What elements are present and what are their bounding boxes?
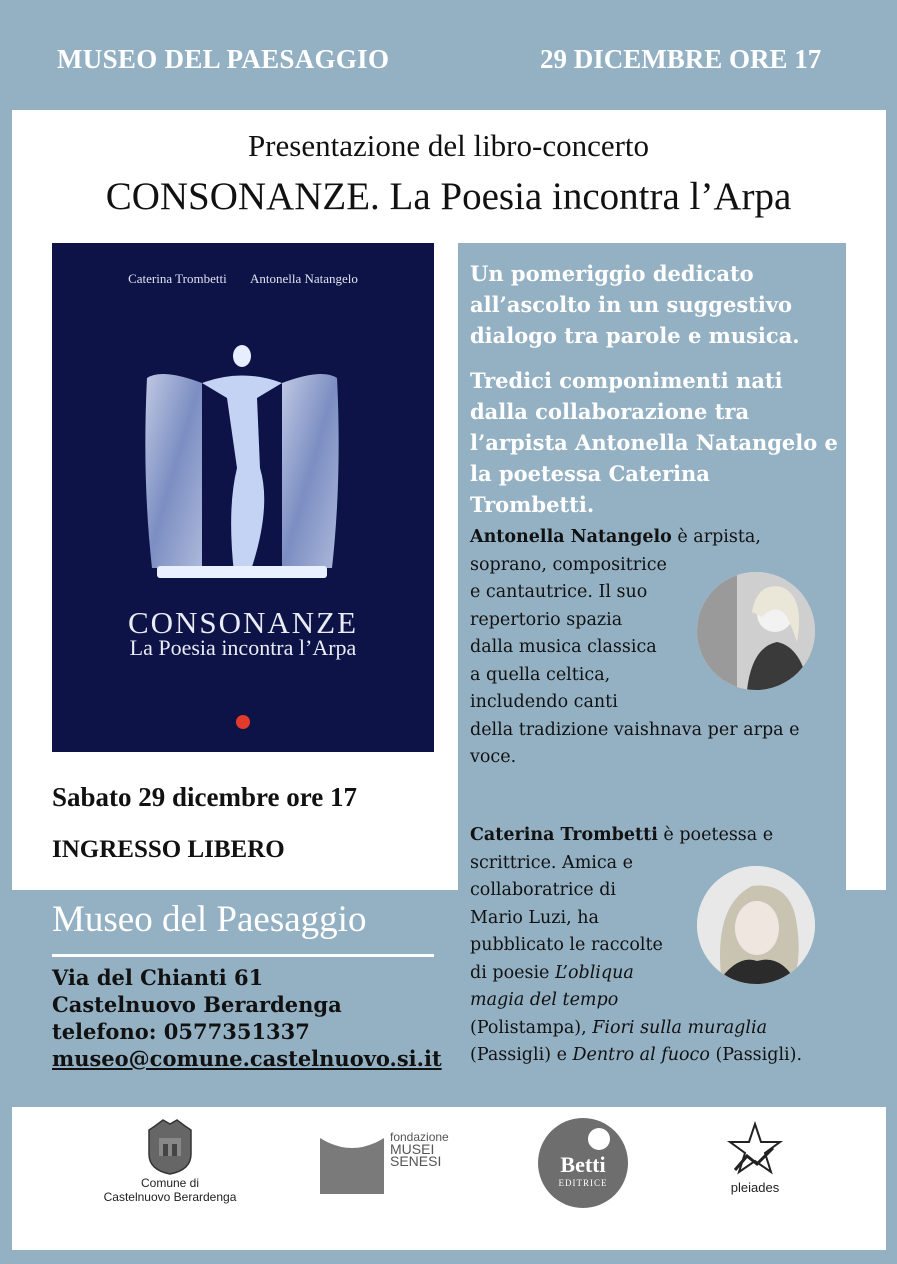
- comune-label-2: Castelnuovo Berardenga: [103, 1190, 237, 1204]
- cover-title: CONSONANZE: [127, 605, 359, 640]
- bio-text: di poesie: [470, 962, 555, 983]
- book-cover: [52, 243, 434, 752]
- bio-text: voce.: [470, 747, 517, 767]
- bio-name: Antonella Natangelo: [470, 527, 672, 547]
- bio-text: a quella celtica,: [470, 664, 611, 685]
- bio-text: collaboratrice di: [470, 880, 617, 900]
- bio-text: Mario Luzi, ha: [470, 907, 599, 928]
- museum-city: Castelnuovo Berardenga: [52, 992, 342, 1017]
- header-date: 29 DICEMBRE ORE 17: [540, 44, 822, 74]
- trombetti-photo: [697, 866, 815, 984]
- bio-text: della tradizione vaishnava per arpa e: [470, 719, 800, 740]
- betti-logo: [538, 1118, 628, 1208]
- divider: [52, 954, 434, 957]
- header-venue: MUSEO DEL PAESAGGIO: [57, 44, 390, 74]
- musei-label: MUSEI: [390, 1141, 435, 1157]
- bio-text: repertorio spazia: [470, 609, 623, 630]
- bio-text: (Passigli).: [709, 1045, 803, 1065]
- betti-editrice-label: EDITRICE: [558, 1178, 608, 1188]
- event-date: Sabato 29 dicembre ore 17: [52, 782, 357, 812]
- event-title: CONSONANZE. La Poesia incontra l’Arpa: [105, 175, 792, 218]
- museum-phone: telefono: 0577351337: [52, 1019, 310, 1044]
- star-figure-icon: [725, 1120, 785, 1180]
- senesi-label: SENESI: [390, 1153, 442, 1169]
- bio-text: è poetessa e: [657, 825, 774, 845]
- museum-email-link[interactable]: museo@comune.castelnuovo.si.it: [52, 1046, 442, 1071]
- bio-text: è arpista,: [671, 527, 761, 547]
- pleiades-logo: [715, 1120, 795, 1195]
- comune-label-1: Comune di: [140, 1176, 200, 1190]
- fondazione-text: [390, 1131, 449, 1167]
- museum-name: Museo del Paesaggio: [52, 899, 367, 940]
- bio-text: pubblicato le raccolte: [470, 935, 663, 955]
- bio-text: e cantautrice. Il suo: [470, 582, 648, 602]
- bio-text: (Passigli) e: [470, 1045, 573, 1065]
- event-subtitle: Presentazione del libro-concerto: [247, 128, 650, 163]
- bio-name: Caterina Trombetti: [470, 825, 658, 845]
- event-intro: [470, 258, 840, 534]
- book-title: Dentro al fuoco: [572, 1045, 710, 1065]
- book-title: magia del tempo: [470, 990, 619, 1010]
- event-entry: INGRESSO LIBERO: [52, 836, 285, 863]
- cover-authors: [52, 271, 434, 287]
- pleiades-label: pleiades: [730, 1180, 780, 1195]
- comune-logo: [95, 1118, 245, 1204]
- cover-author-1: Caterina Trombetti: [128, 271, 227, 286]
- book-title: Fiori sulla muraglia: [592, 1017, 768, 1038]
- cover-subtitle: La Poesia incontra l’Arpa: [129, 635, 357, 660]
- betti-label: Betti: [560, 1152, 606, 1177]
- bio-text: (Polistampa),: [470, 1017, 593, 1038]
- cover-author-2: Antonella Natangelo: [249, 271, 358, 286]
- museum-address: Via del Chianti 61: [52, 965, 264, 990]
- book-title: L’obliqua: [554, 962, 634, 983]
- betti-dot-icon: [588, 1128, 610, 1150]
- publisher-logo-icon: [236, 715, 250, 729]
- fondazione-label: fondazione: [390, 1130, 449, 1144]
- statue-image: [142, 338, 342, 588]
- natangelo-photo: [697, 572, 815, 690]
- bio-text: scrittrice. Amica e: [470, 852, 634, 873]
- fondazione-logo: [320, 1130, 384, 1198]
- museum-contacts: [52, 964, 442, 1072]
- intro-paragraph-1: Un pomeriggio dedicato all’ascolto in un suggestivo dialogo tra parole e musica.: [470, 261, 800, 348]
- intro-paragraph-2: Tredici componimenti nati dalla collaborazione tra l’arpista Antonella Natangelo e la poetessa Caterina Trombetti.: [470, 368, 838, 517]
- fondazione-icon: [320, 1130, 384, 1194]
- coat-of-arms-icon: [145, 1118, 195, 1176]
- bio-text: dalla musica classica: [470, 637, 657, 657]
- bio-text: soprano, compositrice: [470, 554, 667, 575]
- bio-text: includendo canti: [470, 692, 618, 712]
